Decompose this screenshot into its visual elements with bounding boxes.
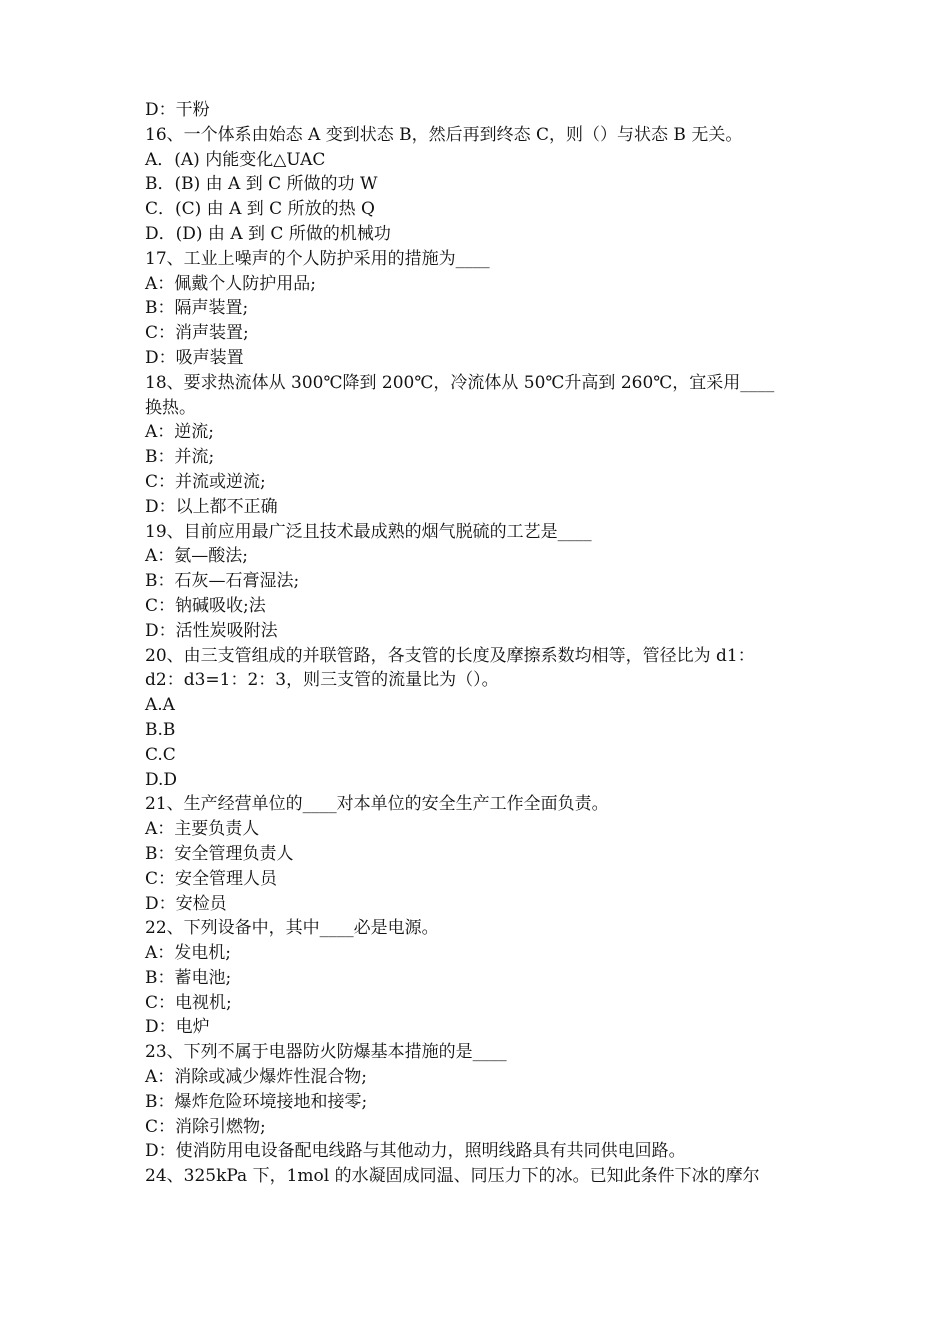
answer-option: A：佩戴个人防护用品;: [145, 273, 317, 294]
question-text: 17、工业上噪声的个人防护采用的措施为____: [145, 248, 490, 269]
answer-option: A：消除或减少爆炸性混合物;: [145, 1067, 368, 1088]
answer-option: B．(B) 由 A 到 C 所做的功 W: [145, 174, 378, 195]
answer-option: B：并流;: [145, 447, 215, 468]
answer-option: D．(D) 由 A 到 C 所做的机械功: [145, 223, 391, 244]
question-text: 18、要求热流体从 300℃降到 200℃，冷流体从 50℃升高到 260℃，宜采用____: [145, 372, 775, 393]
answer-option: B：爆炸危险环境接地和接零;: [145, 1091, 368, 1112]
answer-option: C：钠碱吸收;法: [145, 595, 266, 616]
question-text: 23、下列不属于电器防火防爆基本措施的是____: [145, 1042, 507, 1063]
answer-option: C：安全管理人员: [145, 868, 278, 889]
answer-option: D：干粉: [145, 100, 210, 120]
answer-option: D：以上都不正确: [145, 496, 278, 517]
question-text-continued: 换热。: [145, 397, 196, 418]
question-text: 24、325kPa 下，1mol 的水凝固成同温、同压力下的冰。已知此条件下冰的摩尔: [145, 1166, 760, 1187]
answer-option: B.B: [145, 719, 176, 740]
answer-option: D：安检员: [145, 893, 227, 914]
answer-option: A：逆流;: [145, 422, 215, 443]
question-text: 21、生产经营单位的____对本单位的安全生产工作全面负责。: [145, 794, 609, 815]
answer-option: D：活性炭吸附法: [145, 620, 278, 641]
answer-option: A：氨—酸法;: [145, 546, 249, 567]
answer-option: C.C: [145, 744, 176, 765]
answer-option: A：主要负责人: [145, 819, 260, 840]
answer-option: C：并流或逆流;: [145, 471, 266, 492]
answer-option: A：发电机;: [145, 943, 232, 964]
answer-option: D.D: [145, 769, 178, 790]
answer-option: B：隔声装置;: [145, 298, 249, 319]
answer-option: B：安全管理负责人: [145, 843, 294, 864]
answer-option: B：石灰—石膏湿法;: [145, 571, 300, 592]
answer-option: B：蓄电池;: [145, 967, 232, 988]
answer-option: C：电视机;: [145, 992, 232, 1013]
question-text: 19、目前应用最广泛且技术最成熟的烟气脱硫的工艺是____: [145, 521, 592, 542]
question-text: 22、下列设备中，其中____必是电源。: [145, 918, 439, 939]
answer-option: D：吸声装置: [145, 347, 244, 368]
answer-option: D：电炉: [145, 1017, 210, 1038]
answer-option: A．(A) 内能变化△UAC: [145, 149, 326, 170]
question-text-continued: d2：d3=1：2：3，则三支管的流量比为（）。: [145, 670, 499, 691]
question-text: 16、一个体系由始态 A 变到状态 B，然后再到终态 C，则（）与状态 B 无关。: [145, 124, 743, 145]
answer-option: C：消声装置;: [145, 323, 249, 344]
answer-option: A.A: [145, 695, 175, 716]
answer-option: C．(C) 由 A 到 C 所放的热 Q: [145, 199, 375, 220]
document-page: [145, 98, 825, 1189]
question-text: 20、由三支管组成的并联管路，各支管的长度及摩擦系数均相等，管径比为 d1：: [145, 645, 755, 666]
answer-option: D：使消防用电设备配电线路与其他动力，照明线路具有共同供电回路。: [145, 1141, 686, 1162]
answer-option: C：消除引燃物;: [145, 1116, 266, 1137]
